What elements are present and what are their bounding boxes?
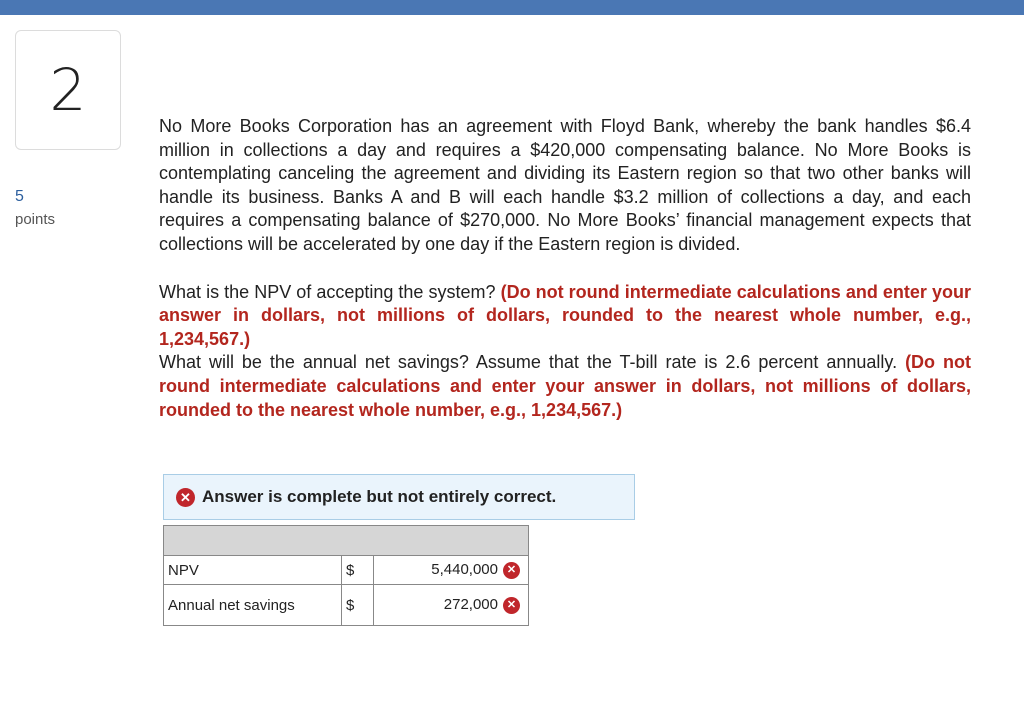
feedback-text: Answer is complete but not entirely correct. bbox=[202, 487, 557, 506]
table-row-npv bbox=[164, 556, 529, 585]
points-value: 5 bbox=[15, 188, 24, 205]
currency-symbol: $ bbox=[342, 556, 374, 585]
x-circle-icon: ✕ bbox=[176, 488, 195, 507]
question-part-1 bbox=[159, 281, 971, 352]
question-number: 2 bbox=[15, 30, 121, 150]
top-header-bar bbox=[0, 0, 1024, 15]
question-content bbox=[159, 115, 971, 422]
answer-table bbox=[163, 525, 529, 626]
answer-value-annual-net-savings: 272,000 bbox=[443, 596, 498, 614]
row-label-npv: NPV bbox=[164, 556, 342, 585]
table-row-annual-net-savings bbox=[164, 585, 529, 626]
incorrect-icon: ✕ bbox=[503, 562, 520, 579]
table-header-row bbox=[164, 526, 529, 556]
answer-value-npv: 5,440,000 bbox=[431, 561, 498, 579]
feedback-banner bbox=[163, 474, 635, 520]
q1-text: What is the NPV of accepting the system? bbox=[159, 281, 496, 302]
answer-cell-npv[interactable] bbox=[374, 556, 529, 585]
question-paragraph: No More Books Corporation has an agreement with Floyd Bank, whereby the bank handles $6.4 million in collections a day and requires a $420,000 compensating balance. No More Books is contemplating canceling the agreement and dividing its Eastern region so that two other banks will handle its business. Banks A and B will each handle $3.2 million of collections a day, and each requires a compensating balance of $270,000. No More Books’ financial management expects that collections will be accelerated by one day if the Eastern region is divided. bbox=[159, 116, 971, 254]
incorrect-icon: ✕ bbox=[503, 597, 520, 614]
answer-cell-annual-net-savings[interactable] bbox=[374, 585, 529, 626]
q2-text: What will be the annual net savings? Assume that the T-bill rate is 2.6 percent annually. bbox=[159, 352, 898, 373]
question-part-2 bbox=[159, 351, 971, 422]
points-label: points bbox=[15, 211, 56, 228]
row-label-annual-net-savings: Annual net savings bbox=[164, 585, 342, 626]
q1-instruction: (Do not round intermediate calculations and enter your answer in dollars, not millions of dollars, rounded to the nearest whole number, e.g., 1,234,567.) bbox=[159, 281, 971, 349]
currency-symbol: $ bbox=[342, 585, 374, 626]
q2-instruction: (Do not round intermediate calculations and enter your answer in dollars, not millions of dollars, rounded to the nearest whole number, e.g., 1,234,567.) bbox=[159, 352, 971, 420]
